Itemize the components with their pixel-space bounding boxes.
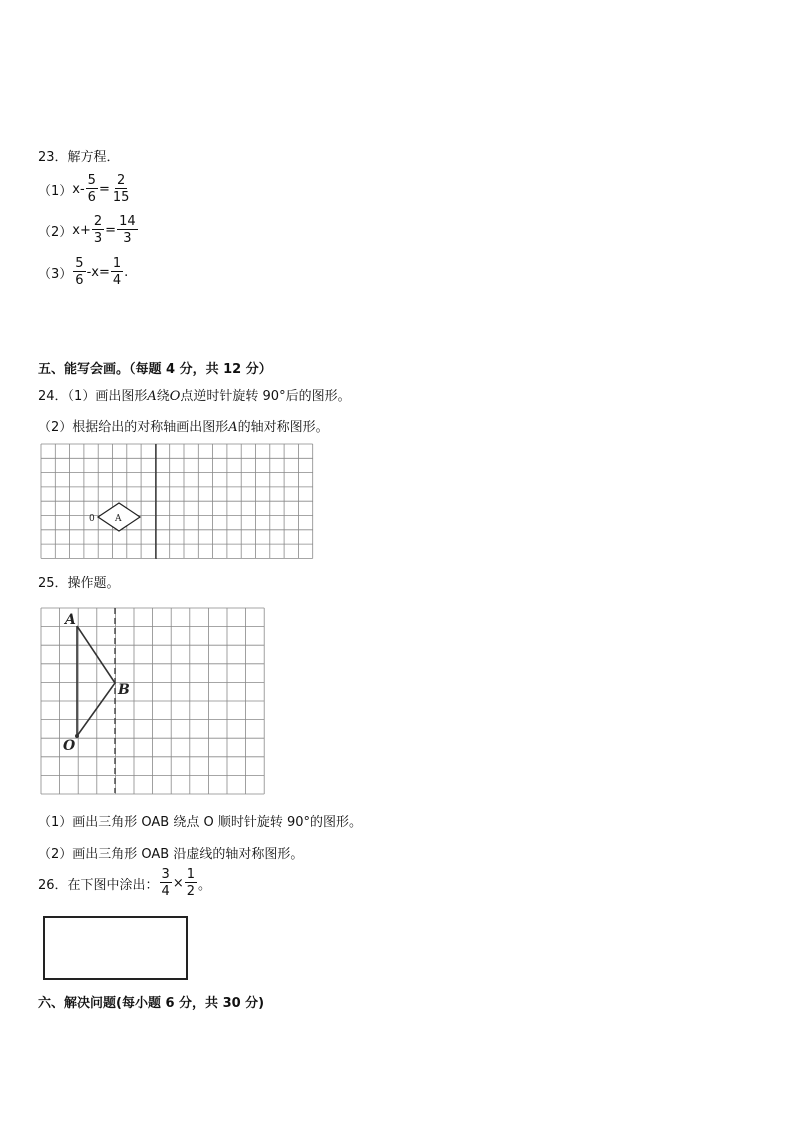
section-5-title: 五、能写会画。（每题 4 分，共 12 分）: [38, 362, 272, 377]
equation-1: [38, 174, 132, 204]
label-a: A: [65, 612, 76, 628]
equation-2: [38, 215, 139, 245]
label-o: O: [63, 738, 76, 754]
q24-line-2-post: 的轴对称图形。: [237, 420, 329, 435]
fraction: $\frac{14}{3}$: [119, 214, 136, 246]
fraction: $\frac{2}{3}$: [93, 214, 103, 246]
q24-line-1: [38, 385, 351, 404]
q24-line-1-mid: 绕: [156, 389, 170, 404]
eq-equals: -x=: [86, 264, 110, 280]
figure-a-label: A: [115, 514, 122, 524]
q25-title: 25．操作题。: [38, 576, 120, 591]
q24-line-2-pre: （2）根据给出的对称轴画出图形: [38, 420, 229, 435]
grid-lines: [41, 608, 264, 794]
eq-post: .: [124, 264, 129, 280]
q26-line: [38, 868, 211, 898]
q26-post: 。: [198, 877, 212, 893]
label-b: B: [118, 682, 130, 698]
point-o-label: 0: [89, 514, 95, 524]
q26-pre: 26．在下图中涂出：: [38, 877, 159, 893]
eq-label: （2）: [38, 224, 73, 240]
fraction: $\frac{2}{15}$: [112, 173, 130, 205]
eq-label: （3）: [38, 266, 73, 282]
grid-lines: [41, 444, 313, 558]
q25-grid-figure: [40, 607, 266, 795]
eq-pre: x-: [72, 181, 85, 197]
q24-grid-figure: [40, 443, 314, 561]
shading-rectangle[interactable]: [43, 916, 188, 980]
equation-3: [38, 257, 128, 287]
times-sign: ×: [172, 875, 184, 891]
point-o-label: O: [169, 389, 181, 404]
fraction: $\frac{5}{6}$: [75, 256, 84, 288]
q25-sub-1: （1）画出三角形 OAB 绕点 O 顺时针旋转 90°的图形。: [38, 815, 363, 830]
fraction: $\frac{5}{6}$: [87, 173, 96, 205]
q25-sub-2: （2）画出三角形 OAB 沿虚线的轴对称图形。: [38, 847, 304, 862]
point-o-dot: [75, 734, 79, 738]
fraction: $\frac{1}{2}$: [186, 867, 196, 899]
q24-line-1-post: 点逆时针旋转 90°后的图形。: [180, 389, 351, 404]
eq-equals: =: [105, 222, 117, 238]
eq-label: （1）: [38, 183, 73, 199]
fraction: $\frac{1}{4}$: [112, 256, 122, 288]
section-6-title: 六、解决问题(每小题 6 分，共 30 分): [38, 996, 265, 1011]
eq-equals: =: [98, 181, 110, 197]
figure-a-label: A: [228, 420, 238, 435]
q24-line-2: [38, 416, 329, 435]
figure-a-label: A: [147, 389, 157, 404]
q24-line-1-pre: 24．（1）画出图形: [38, 389, 148, 404]
eq-pre: x+: [72, 222, 91, 238]
q23-title: 23．解方程．: [38, 150, 120, 165]
fraction: $\frac{3}{4}$: [161, 867, 170, 899]
